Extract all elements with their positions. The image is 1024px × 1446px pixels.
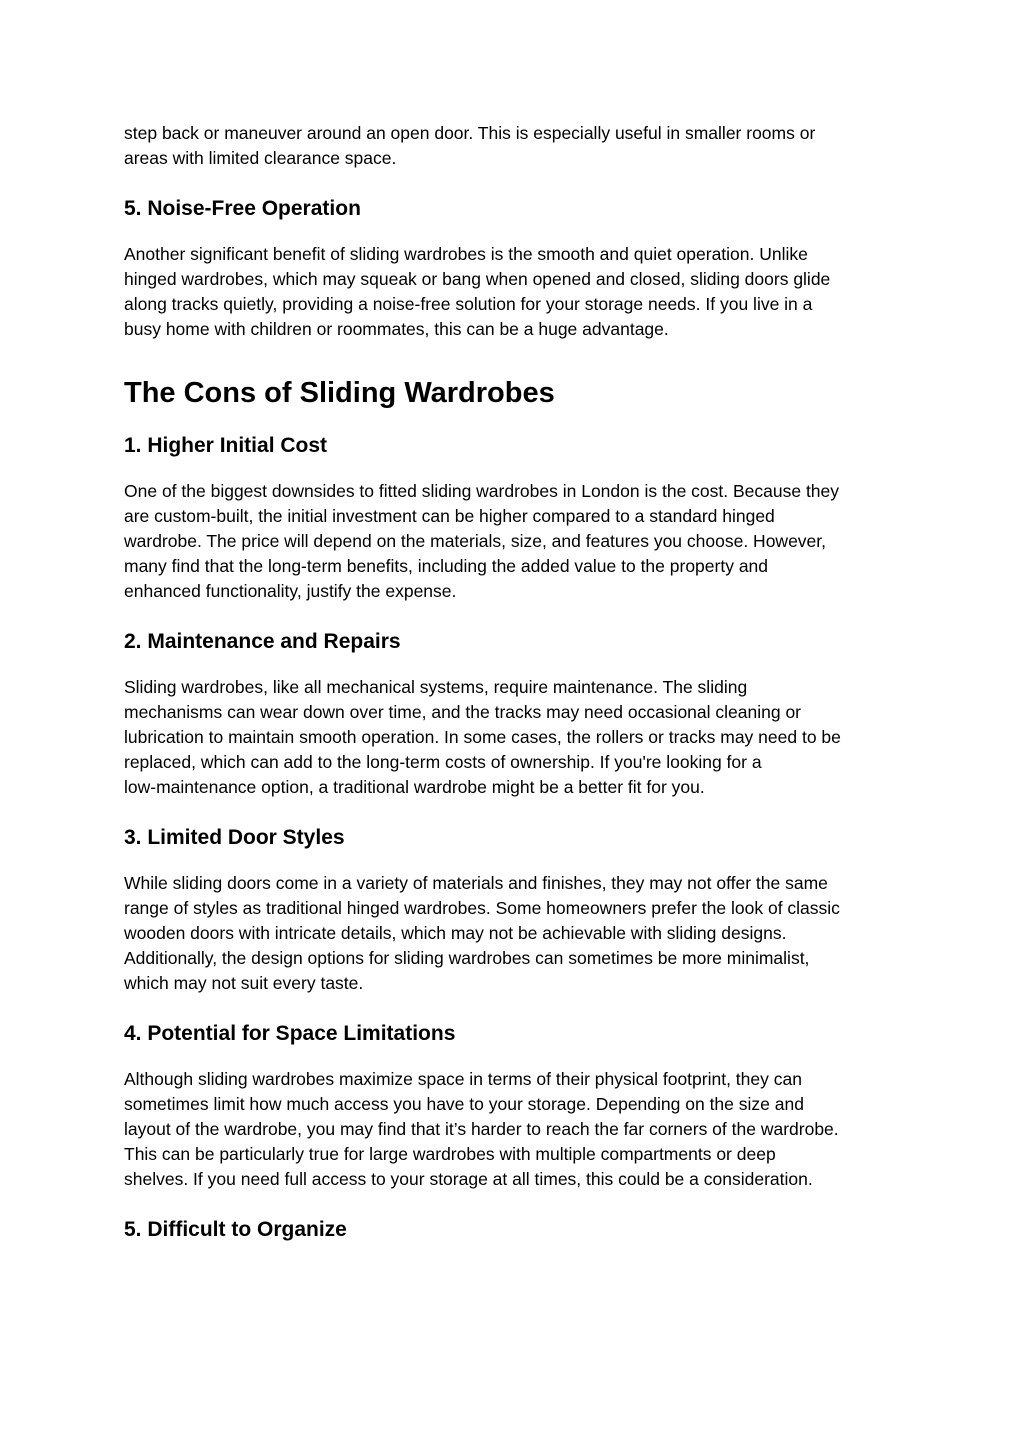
heading-space-limitations: 4. Potential for Space Limitations: [124, 1022, 456, 1045]
paragraph-space-limitations: Although sliding wardrobes maximize space in terms of their physical footprint, they can sometimes limit how much access you have to your storage. Depending on the size and layout of the wardrobe, you may find that it’s harder to reach the far corners of the wardrobe. This can be particularly true for large wardrobes with multiple compartments or deep shelves. If you need full access to your storage at all times, this could be a consideration.: [124, 1069, 839, 1189]
paragraph-maintenance-and-repairs: Sliding wardrobes, like all mechanical systems, require maintenance. The sliding mechanisms can wear down over time, and the tracks may need occasional cleaning or lubrication to maintain smooth operation. In some cases, the rollers or tracks may need to be replaced, which can add to the long-term costs of ownership. If you're looking for a low-maintenance option, a traditional wardrobe might be a better fit for you.: [124, 677, 841, 797]
intro-paragraph: step back or maneuver around an open door. This is especially useful in smaller rooms or areas with limited clearance space.: [124, 123, 816, 168]
heading-maintenance-and-repairs: 2. Maintenance and Repairs: [124, 630, 401, 653]
heading-difficult-to-organize: 5. Difficult to Organize: [124, 1218, 347, 1241]
heading-noise-free-operation: 5. Noise-Free Operation: [124, 197, 361, 220]
paragraph-higher-initial-cost: One of the biggest downsides to fitted sliding wardrobes in London is the cost. Because they are custom-built, the initial investment can be higher compared to a standard hinged wardrobe. The price will depend on the materials, size, and features you choose. However, many find that the long-term benefits, including the added value to the property and enhanced functionality, justify the expense.: [124, 481, 840, 601]
section-title-cons: The Cons of Sliding Wardrobes: [124, 377, 555, 409]
heading-limited-door-styles: 3. Limited Door Styles: [124, 826, 345, 849]
heading-higher-initial-cost: 1. Higher Initial Cost: [124, 434, 328, 457]
paragraph-noise-free-operation: Another significant benefit of sliding wardrobes is the smooth and quiet operation. Unlike hinged wardrobes, which may squeak or bang when opened and closed, sliding doors glide along tracks quietly, providing a noise-free solution for your storage needs. If you live in a busy home with children or roommates, this can be a huge advantage.: [124, 244, 831, 339]
document-body: [124, 121, 914, 1244]
paragraph-limited-door-styles: While sliding doors come in a variety of materials and finishes, they may not offer the same range of styles as traditional hinged wardrobes. Some homeowners prefer the look of classic wooden doors with intricate details, which may not be achievable with sliding designs. Additionally, the design options for sliding wardrobes can sometimes be more minimalist, which may not suit every taste.: [124, 873, 840, 993]
